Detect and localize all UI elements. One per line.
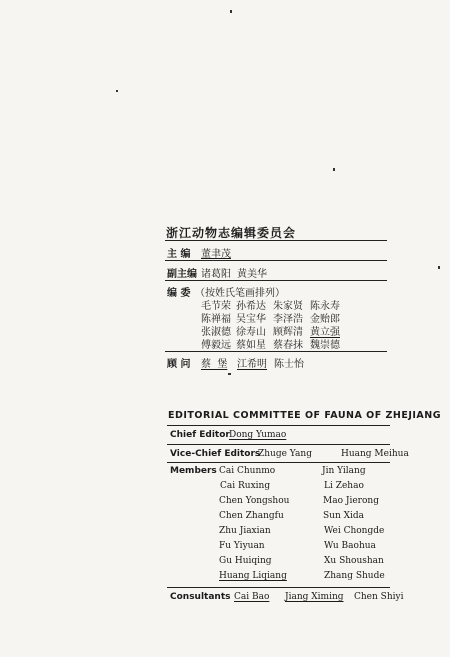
- chief-editor-name-en: Dong Yumao: [229, 430, 287, 440]
- members-label-en: Members: [170, 466, 217, 476]
- chief-editor-label-en: Chief Editor: [170, 430, 230, 440]
- member-name-cn: 孙希达: [236, 301, 266, 312]
- consultant-name-en: Cai Bao: [234, 592, 270, 602]
- member-name-cn: 黄立强: [310, 327, 340, 338]
- member-name-cn: 张淑德: [201, 327, 231, 338]
- member-name-en: Wei Chongde: [324, 526, 385, 536]
- member-name-en: Wu Baohua: [324, 541, 376, 551]
- member-name-en: Cai Ruxing: [220, 481, 271, 491]
- member-name-en: Li Zehao: [324, 481, 364, 491]
- vice-chief-name-en: Huang Meihua: [341, 449, 409, 459]
- chief-editor-name-cn: 董聿茂: [201, 249, 231, 260]
- consultants-label-cn: 顾 问: [167, 359, 191, 370]
- chinese-committee-title: 浙江动物志编辑委员会: [166, 226, 297, 240]
- consultant-name-en: Chen Shiyi: [354, 592, 404, 602]
- member-name-cn: 金贻郎: [310, 314, 340, 325]
- consultant-name-cn: 陈士怡: [274, 359, 304, 370]
- member-name-cn: 李泽浩: [273, 314, 303, 325]
- scan-speck: [333, 168, 335, 171]
- member-name-en: Huang Liqiang: [219, 571, 287, 581]
- member-name-en: Jin Yilang: [322, 466, 366, 476]
- member-name-en: Mao Jierong: [323, 496, 379, 506]
- member-name-en: Sun Xida: [323, 511, 365, 521]
- member-name-en: Chen Yongshou: [219, 496, 290, 506]
- scan-speck: [438, 266, 440, 269]
- members-label-cn: 编 委: [167, 288, 191, 299]
- member-name-en: Zhu Jiaxian: [219, 526, 271, 536]
- member-name-cn: 朱家贤: [273, 301, 303, 312]
- member-name-cn: 陈禅福: [201, 314, 231, 325]
- en-chief-editor-rule: [167, 444, 390, 445]
- consultant-name-cn: 蔡 堡: [201, 359, 228, 370]
- title-rule: [165, 240, 387, 241]
- consultants-label-en: Consultants: [170, 592, 231, 602]
- member-name-en: Zhang Shude: [324, 571, 385, 581]
- en-title-rule: [167, 425, 390, 426]
- vice-chief-label-en: Vice-Chief Editors: [170, 449, 261, 459]
- member-name-cn: 蔡春抹: [273, 340, 303, 351]
- member-name-cn: 魏崇德: [310, 340, 340, 351]
- chief-editor-rule: [165, 260, 387, 261]
- en-members-rule: [167, 587, 390, 588]
- member-name-en: Chen Zhangfu: [219, 511, 284, 521]
- member-name-cn: 傅毅远: [201, 340, 231, 351]
- member-name-en: Xu Shoushan: [324, 556, 384, 566]
- member-name-cn: 吴宝华: [236, 314, 266, 325]
- member-name-cn: 蔡如星: [236, 340, 266, 351]
- member-name-cn: 顾辉清: [273, 327, 303, 338]
- vice-chief-label-cn: 副主编: [167, 269, 197, 280]
- english-committee-title: EDITORIAL COMMITTEE OF FAUNA OF ZHEJIANG: [168, 410, 442, 421]
- scan-speck: [228, 373, 231, 375]
- member-name-en: Gu Huiqing: [219, 556, 272, 566]
- en-vice-chief-rule: [167, 462, 390, 463]
- scan-speck: [230, 10, 232, 13]
- vice-chief-name-cn: 诸葛阳: [201, 269, 231, 280]
- member-name-cn: 陈永寿: [310, 301, 340, 312]
- member-name-en: Cai Chunmo: [219, 466, 276, 476]
- consultant-name-cn: 江希明: [237, 359, 267, 370]
- vice-chief-name-en: Zhuge Yang: [258, 449, 312, 459]
- vice-chief-name-cn: 黄美华: [237, 269, 267, 280]
- member-name-cn: 徐寿山: [236, 327, 266, 338]
- chief-editor-label-cn: 主 编: [167, 249, 191, 260]
- member-name-cn: 毛节荣: [201, 301, 231, 312]
- member-name-en: Fu Yiyuan: [219, 541, 265, 551]
- vice-chief-rule: [165, 280, 387, 281]
- members-rule: [165, 351, 387, 352]
- members-note-cn: （按姓氏笔画排列）: [195, 288, 285, 299]
- consultant-name-en: Jiang Ximing: [285, 592, 344, 602]
- scan-speck: [116, 90, 118, 92]
